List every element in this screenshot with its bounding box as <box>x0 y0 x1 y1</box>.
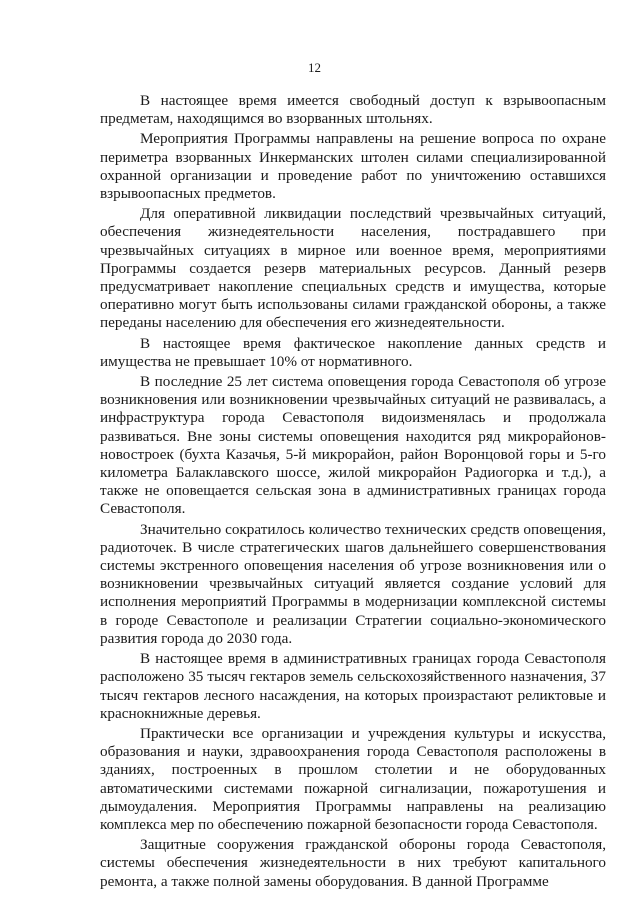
page-number: 12 <box>308 60 321 75</box>
paragraph-shelters: Защитные сооружения гражданской обороны города Севастополя, системы обеспечения жизнедеятельности в них требуют капитального ремонта, а также полной замены оборудования. В данной Программе <box>100 836 606 890</box>
paragraph-explosive-access: В настоящее время имеется свободный доступ к взрывоопасным предметам, находящимся во взорванных штольнях. <box>100 92 606 128</box>
document-body <box>100 92 606 891</box>
paragraph-warning-system: В последние 25 лет система оповещения города Севастополя об угрозе возникновения или возникновении чрезвычайных ситуаций не развивалась, а инфраструктура города Севастополя видоизменялась и продолжала развиваться. Вне зоны системы оповещения находится ряд микрорайонов-новостроек (бухта Казачья, 5-й микрорайон, район Воронцовой горы и 5-го километра Балаклавского шоссе, жилой микрорайон Радиогорка и т.д.), а также не оповещается сельская зона в административных границах города Севастополя. <box>100 373 606 518</box>
paragraph-warning-equipment: Значительно сократилось количество технических средств оповещения, радиоточек. В числе стратегических шагов дальнейшего совершенствования системы экстренного оповещения населения об угрозе возникновения или о возникновении чрезвычайных ситуаций является создание условий для исполнения мероприятий Программы в модернизации комплексной системы в городе Севастополе и реализации Стратегии социально-экономического развития города до 2030 года. <box>100 520 606 647</box>
paragraph-land-area: В настоящее время в административных границах города Севастополя расположено 35 тысяч гектаров земель сельскохозяйственного назначения, 37 тысяч гектаров лесного насаждения, на которых произрастают реликтовые и краснокнижные деревья. <box>100 650 606 722</box>
paragraph-inkerman-adits: Мероприятия Программы направлены на решение вопроса по охране периметра взорванных Инкерманских штолен силами специализированной охранной организации и проведение работ по уничтожению оставшихся взрывоопасных предметов. <box>100 130 606 203</box>
paragraph-reserve-level: В настоящее время фактическое накопление данных средств и имущества не превышает 10% от нормативного. <box>100 334 606 370</box>
paragraph-material-reserve: Для оперативной ликвидации последствий чрезвычайных ситуаций, обеспечения жизнедеятельности населения, пострадавшего при чрезвычайных ситуациях в мирное или военное время, мероприятиями Программы создается резерв материальных ресурсов. Данный резерв предусматривает накопление специальных средств и имущества, которые оперативно могут быть использованы силами гражданской обороны, а также переданы населению для обеспечения его жизнедеятельности. <box>100 205 606 332</box>
paragraph-fire-safety: Практически все организации и учреждения культуры и искусства, образования и науки, здравоохранения города Севастополя расположены в зданиях, построенных в прошлом столетии и не оборудованных автоматическими системами пожарной сигнализации, пожаротушения и дымоудаления. Мероприятия Программы направлены на реализацию комплекса мер по обеспечению пожарной безопасности города Севастополя. <box>100 724 606 833</box>
